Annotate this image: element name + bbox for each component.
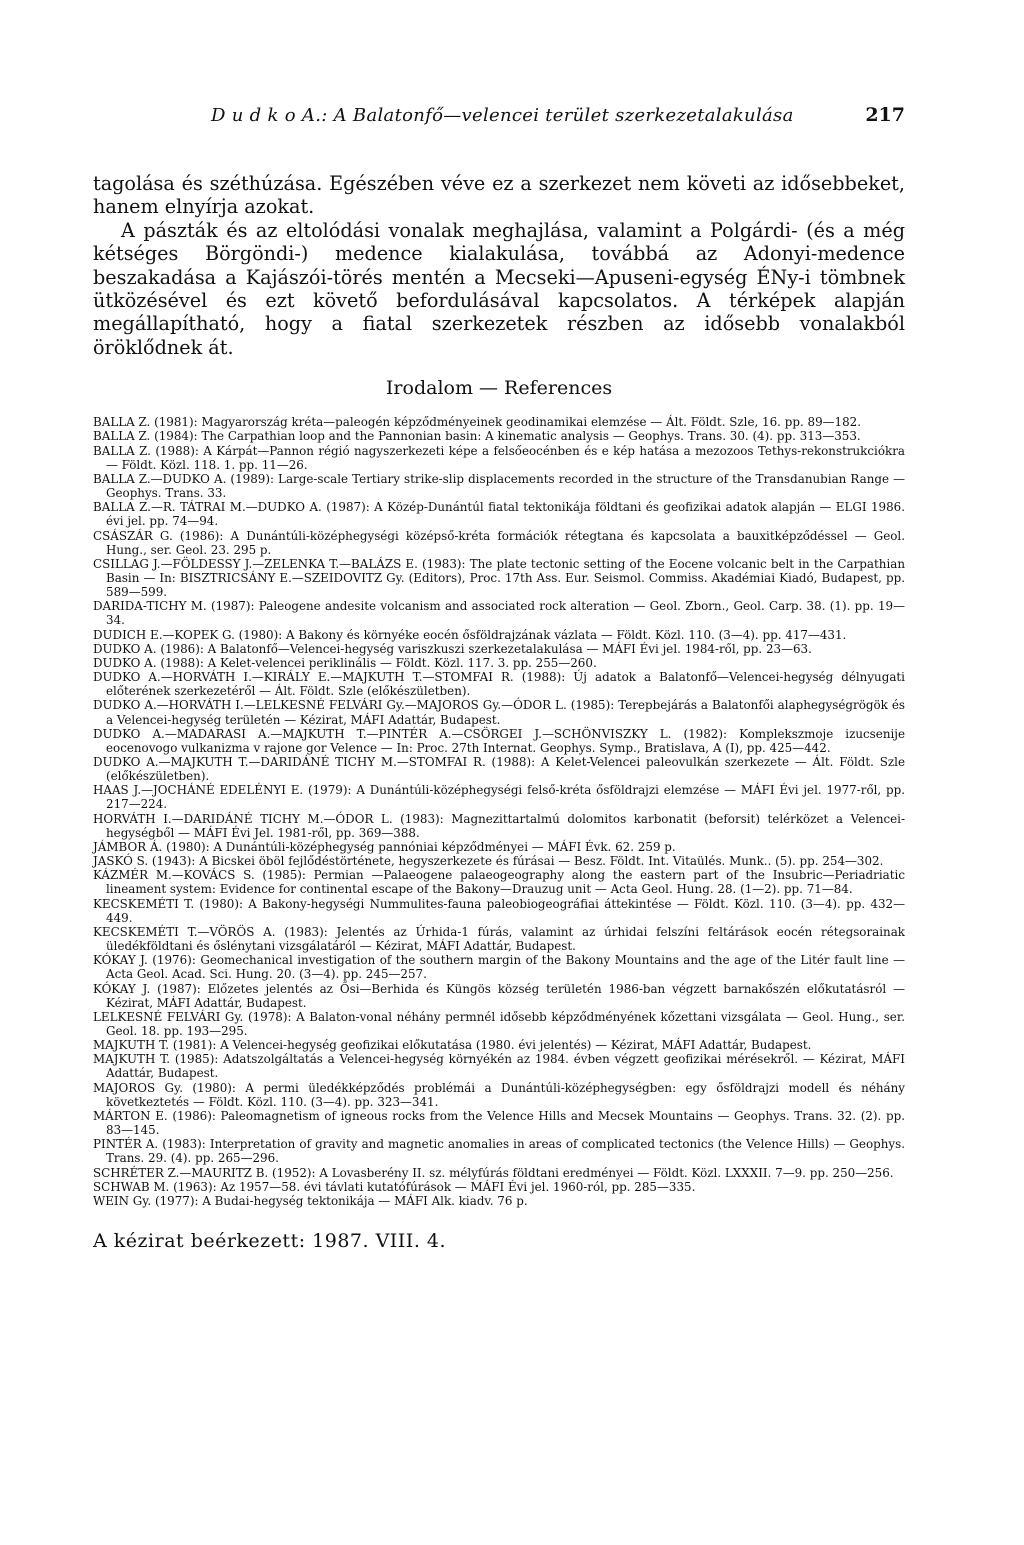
received-note: A kézirat beérkezett: 1987. VIII. 4.: [93, 1230, 447, 1252]
reference-entry: BALLA Z. (1981): Magyarország kréta—paleogén képződményeinek geodinamikai elemzése — Ált. Földt. Szle, 16. pp. 89—182.: [93, 415, 862, 430]
reference-entry: BALLA Z. (1988): A Kárpát—Pannon régió nagyszerkezeti képe a felsőeocénben és e kép hatása a mezozoos Tethys-rekonstrukciókra — Földt. Közl. 118. 1. pp. 11—26.: [93, 443, 905, 472]
reference-entry: KECSKEMÉTI T. (1980): A Bakony-hegységi Nummulites-fauna paleobiogeográfiai áttekintése — Földt. Közl. 110. (3—4). pp. 432—449.: [93, 896, 905, 925]
reference-entry: PINTÉR A. (1983): Interpretation of gravity and magnetic anomalies in areas of complicated tectonics (the Velence Hills) — Geophys. Trans. 29. (4). pp. 265—296.: [93, 1137, 905, 1166]
reference-entry: WEIN Gy. (1977): A Budai-hegység tektonikája — MÁFI Alk. kiadv. 76 p.: [93, 1193, 528, 1208]
reference-entry: JASKÓ S. (1943): A Bicskei öböl fejlődéstörténete, hegyszerkezete és fúrásai — Besz. Földt. Int. Vitaülés. Munk.. (5). pp. 254—302.: [93, 854, 884, 869]
reference-entry: DUDKO A.—MADARASI A.—MAJKUTH T.—PINTÉR A.—CSÖRGEI J.—SCHÖNVISZKY L. (1982): Komplekszmoje izucsenije eocenovogo vulkanizma v rajone gor Velence — In: Proc. 27th Internat. Geophys. Symp., Bratislava, A (I), pp. 425—442.: [93, 726, 905, 755]
running-header: [93, 104, 905, 144]
page-number: 217: [865, 104, 905, 126]
paragraph: tagolása és széthúzása. Egészében véve ez a szerkezet nem követi az idősebbeket, hanem elnyírja azokat.: [93, 172, 905, 219]
reference-entry: KÓKAY J. (1976): Geomechanical investigation of the southern margin of the Bakony Mountains and the age of the Litér fault line — Acta Geol. Acad. Sci. Hung. 20. (3—4). pp. 245—257.: [93, 953, 905, 982]
reference-entry: DUDKO A. (1986): A Balatonfő—Velencei-hegység variszkuszi szerkezetalakulása — MÁFI Évi jel. 1984-ről, pp. 23—63.: [93, 641, 812, 656]
references-heading: Irodalom — References: [385, 377, 613, 400]
reference-entry: KÁZMÉR M.—KOVÁCS S. (1985): Permian —Palaeogene palaeogeography along the eastern part of the Insubric—Periadriatic lineament system: Evidence for continental escape of the Bakony—Drauzug unit — Acta Geol. Hung. 28. (1—2). pp. 71—84.: [93, 868, 905, 897]
running-title: D u d k o A.: A Balatonfő—velencei terület szerkezetalakulása: [211, 105, 794, 126]
reference-entry: KECSKEMÉTI T.—VÖRÖS A. (1983): Jelentés az Úrhida-1 fúrás, valamint az úrhidai felszíni feltárások eocén rétegsorainak üledékföldtani és őslénytani vizsgálatáról — Kézirat, MÁFI Adattár, Budapest.: [93, 924, 905, 954]
reference-entry: DARIDA-TICHY M. (1987): Paleogene andesite volcanism and associated rock alteration — Geol. Zborn., Geol. Carp. 38. (1). pp. 19—34.: [93, 599, 905, 628]
reference-entry: MAJKUTH T. (1985): Adatszolgáltatás a Velencei-hegység környékén az 1984. évben végzett geofizikai mérésekről. — Kézirat, MÁFI Adattár, Budapest.: [93, 1052, 905, 1081]
reference-entry: HAAS J.—JOCHÁNÉ EDELÉNYI E. (1979): A Dunántúli-középhegységi felső-kréta ősföldrajzi elemzése — MÁFI Évi jel. 1977-ről, pp. 217—224.: [93, 783, 905, 812]
reference-entry: JÁMBOR Á. (1980): A Dunántúli-középhegység pannóniai képződményei — MÁFI Évk. 62. 259 p.: [93, 839, 676, 854]
reference-entry: BALLA Z.—DUDKO A. (1989): Large-scale Tertiary strike-slip displacements recorded in the structure of the Transdanubian Range — Geophys. Trans. 33.: [93, 471, 905, 501]
reference-entry: HORVÁTH I.—DARIDÁNÉ TICHY M.—ÓDOR L. (1983): Magnezittartalmú dolomitos karbonatit (beforsit) telérközet a Velencei-hegységből — MÁFI Évi Jel. 1981-ről, pp. 369—388.: [93, 811, 905, 840]
reference-entry: BALLA Z. (1984): The Carpathian loop and the Pannonian basin: A kinematic analysis — Geophys. Trans. 30. (4). pp. 313—353.: [93, 429, 861, 444]
reference-entry: SCHRÉTER Z.—MAURITZ B. (1952): A Lovasberény II. sz. mélyfúrás földtani eredményei — Földt. Közl. LXXXII. 7—9. pp. 250—256.: [93, 1165, 894, 1180]
reference-entry: BALLA Z.—R. TÁTRAI M.—DUDKO A. (1987): A Közép-Dunántúl fiatal tektonikája földtani és geofizikai adatok alapján — ELGI 1986. évi jel. pp. 74—94.: [93, 500, 905, 529]
page: [93, 104, 905, 1252]
reference-entry: DUDKO A.—HORVÁTH I.—LELKESNÉ FELVÁRI Gy.—MAJOROS Gy.—ÓDOR L. (1985): Terepbejárás a Balatonfői alaphegységrögök és a Velencei-hegység területén — Kézirat, MÁFI Adattár, Budapest.: [93, 698, 905, 727]
references-list: [93, 415, 905, 1208]
reference-entry: MAJKUTH T. (1981): A Velencei-hegység geofizikai előkutatása (1980. évi jelentés) — Kézirat, MÁFI Adattár, Budapest.: [93, 1038, 812, 1053]
reference-entry: CSILLAG J.—FÖLDESSY J.—ZELENKA T.—BALÁZS E. (1983): The plate tectonic setting of the Eocene volcanic belt in the Carpathian Basin — In: BISZTRICSÁNY E.—SZEIDOVITZ Gy. (Editors), Proc. 17th Ass. Eur. Seismol. Commiss. Akadémiai Kiadó, Budapest, pp. 589—599.: [93, 556, 905, 600]
reference-entry: KÓKAY J. (1987): Előzetes jelentés az Ősi—Berhida és Küngös község területén 1986-ban végzett barnakőszén előkutatásról — Kézirat, MÁFI Adattár, Budapest.: [93, 981, 905, 1010]
reference-entry: DUDKO A.—MAJKUTH T.—DARIDÁNÉ TICHY M.—STOMFAI R. (1988): A Kelet-Velencei paleovulkán szerkezete — Ált. Földt. Szle (előkészületben).: [93, 755, 905, 784]
reference-entry: CSÁSZÁR G. (1986): A Dunántúli-középhegységi középső-kréta formációk rétegtana és kapcsolata a bauxitképződéssel — Geol. Hung., ser. Geol. 23. 295 p.: [93, 528, 905, 557]
body-text: [93, 172, 905, 359]
reference-entry: MAJOROS Gy. (1980): A permi üledékképződés problémái a Dunántúli-középhegységben: egy ősföldrajzi modell és néhány következtetés — Földt. Közl. 110. (3—4). pp. 323—341.: [93, 1080, 905, 1109]
reference-entry: DUDKO A.—HORVÁTH I.—KIRÁLY E.—MAJKUTH T.—STOMFAI R. (1988): Új adatok a Balatonfő—Velencei-hegység délnyugati előterének szerkezetéről — Ált. Földt. Szle (előkészületben).: [93, 670, 905, 699]
reference-entry: DUDICH E.—KOPEK G. (1980): A Bakony és környéke eocén ősföldrajzának vázlata — Földt. Közl. 110. (3—4). pp. 417—431.: [93, 627, 847, 642]
paragraph: A pászták és az eltolódási vonalak meghajlása, valamint a Polgárdi- (és a még kétséges Börgöndi-) medence kialakulása, továbbá az Adonyi-medence beszakadása a Kajászói-törés mentén a Mecseki—Apuseni-egység ÉNy-i tömbnek ütközésével és ezt követő befordulásával kapcsolatos. A térképek alapján megállapítható, hogy a fiatal szerkezetek részben az idősebb vonalakból öröklődnek át.: [93, 218, 905, 359]
reference-entry: LELKESNÉ FELVÁRI Gy. (1978): A Balaton-vonal néhány permnél idősebb képződményének kőzettani vizsgálata — Geol. Hung., ser. Geol. 18. pp. 193—295.: [93, 1009, 905, 1038]
reference-entry: MÁRTON E. (1986): Paleomagnetism of igneous rocks from the Velence Hills and Mecsek Mountains — Geophys. Trans. 32. (2). pp. 83—145.: [93, 1108, 905, 1138]
reference-entry: DUDKO A. (1988): A Kelet-velencei periklinális — Földt. Közl. 117. 3. pp. 255—260.: [93, 655, 597, 670]
reference-entry: SCHWAB M. (1963): Az 1957—58. évi távlati kutatófúrások — MÁFI Évi jel. 1960-ról, pp. 285—335.: [93, 1179, 696, 1194]
